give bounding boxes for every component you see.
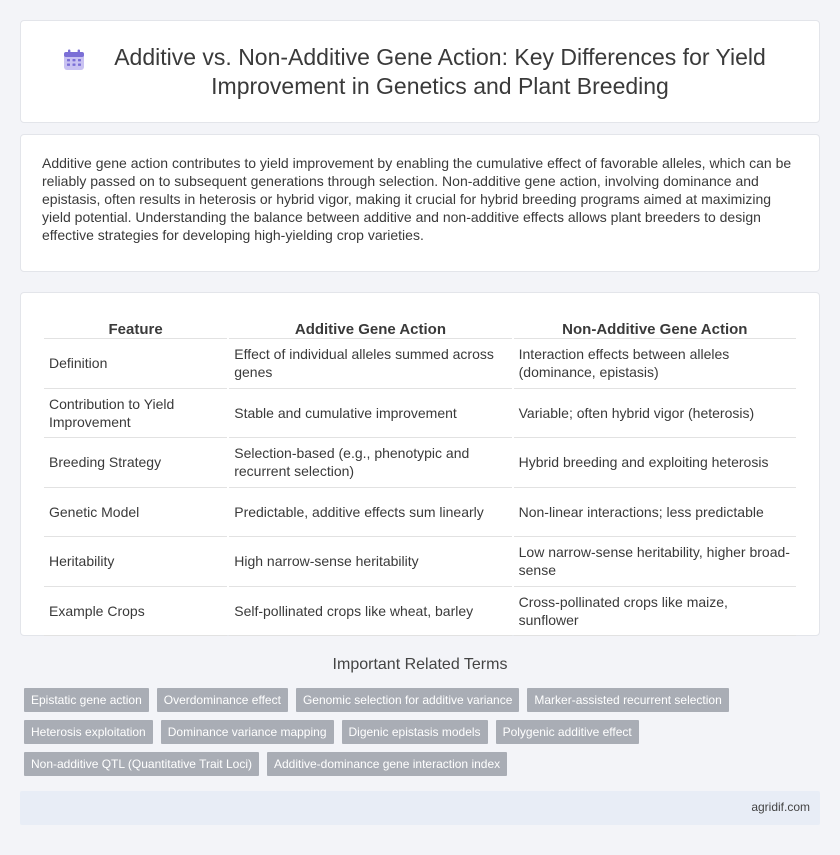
intro-paragraph: Additive gene action contributes to yield improvement by enabling the cumulative effect of favorable alleles, which can be reliably passed on to subsequent generations through selection. Non-additive gene action, involving dominance and epistasis, often results in heterosis or hybrid vigor, making it crucial for hybrid breeding programs aimed at maximizing yield potential. Understanding the balance between additive and non-additive effects allows plant breeders to design effective strategies for developing high-yielding crop varieties. — [42, 155, 792, 243]
cell-feature: Genetic Model — [44, 488, 227, 538]
tag-link[interactable]: Epistatic gene action — [24, 688, 149, 712]
tag-link[interactable]: Additive-dominance gene interaction index — [267, 752, 507, 776]
cell-additive: Effect of individual alleles summed across genes — [229, 339, 511, 389]
cell-feature: Breeding Strategy — [44, 438, 227, 488]
tag-row — [24, 752, 824, 776]
header-card — [20, 20, 820, 123]
table-row — [44, 339, 796, 389]
tag-link[interactable]: Dominance variance mapping — [161, 720, 334, 744]
table-row — [44, 537, 796, 587]
title-wrap — [21, 21, 819, 122]
footer-bar — [20, 791, 820, 825]
related-terms-title: Important Related Terms — [332, 656, 508, 673]
cell-additive: Self-pollinated crops like wheat, barley — [229, 587, 511, 637]
table-row — [44, 389, 796, 439]
header-additive: Additive Gene Action — [229, 315, 511, 339]
cell-additive: High narrow-sense heritability — [229, 537, 511, 587]
tag-link[interactable]: Digenic epistasis models — [342, 720, 488, 744]
tag-row — [24, 720, 824, 744]
tag-link[interactable]: Marker-assisted recurrent selection — [527, 688, 728, 712]
tag-link[interactable]: Genomic selection for additive variance — [296, 688, 519, 712]
cell-non-additive: Cross-pollinated crops like maize, sunflower — [514, 587, 796, 637]
cell-additive: Predictable, additive effects sum linearly — [229, 488, 511, 538]
table-header-row — [44, 315, 796, 339]
cell-feature: Contribution to Yield Improvement — [44, 389, 227, 439]
tag-link[interactable]: Overdominance effect — [157, 688, 288, 712]
related-terms-tags — [24, 688, 824, 784]
cell-non-additive: Low narrow-sense heritability, higher broad-sense — [514, 537, 796, 587]
comparison-table — [42, 315, 798, 636]
tag-link[interactable]: Heterosis exploitation — [24, 720, 153, 744]
page-title: Additive vs. Non-Additive Gene Action: Key Differences for Yield Improvement in Genetics and Plant Breeding — [114, 43, 766, 99]
table-row — [44, 488, 796, 538]
cell-additive: Selection-based (e.g., phenotypic and recurrent selection) — [229, 438, 511, 488]
tag-link[interactable]: Polygenic additive effect — [496, 720, 639, 744]
intro-card — [20, 134, 820, 272]
tag-link[interactable]: Non-additive QTL (Quantitative Trait Loci) — [24, 752, 259, 776]
cell-feature: Heritability — [44, 537, 227, 587]
cell-non-additive: Variable; often hybrid vigor (heterosis) — [514, 389, 796, 439]
cell-non-additive: Hybrid breeding and exploiting heterosis — [514, 438, 796, 488]
tag-row — [24, 688, 824, 712]
cell-feature: Definition — [44, 339, 227, 389]
table-row — [44, 587, 796, 637]
table-row — [44, 438, 796, 488]
cell-non-additive: Interaction effects between alleles (dominance, epistasis) — [514, 339, 796, 389]
cell-additive: Stable and cumulative improvement — [229, 389, 511, 439]
header-non-additive: Non-Additive Gene Action — [514, 315, 796, 339]
cell-feature: Example Crops — [44, 587, 227, 637]
footer-site-link[interactable]: agridif.com — [751, 800, 810, 814]
header-feature: Feature — [44, 315, 227, 339]
comparison-card — [20, 292, 820, 636]
cell-non-additive: Non-linear interactions; less predictable — [514, 488, 796, 538]
